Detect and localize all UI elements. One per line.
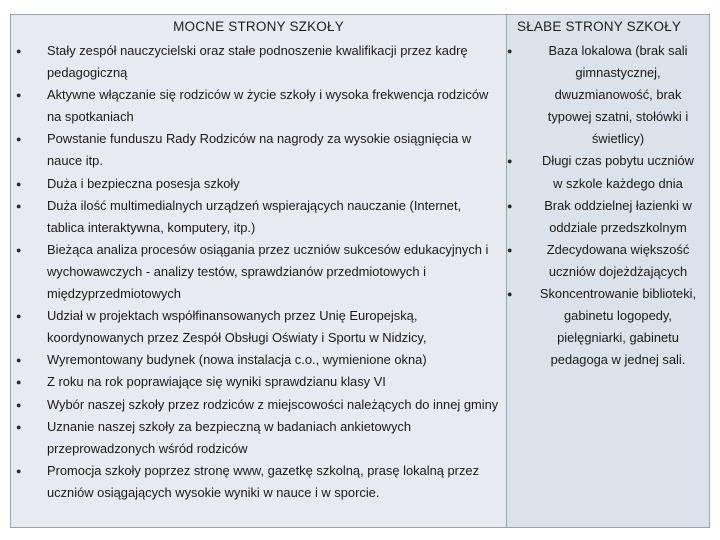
list-item [507,283,709,371]
list-item-text: Długi czas pobytu uczniów w szkole każdego dnia [542,153,694,191]
list-item [11,460,507,504]
strengths-column [11,15,507,527]
bullet-icon: ● [507,200,513,211]
list-item-text: Skoncentrowanie biblioteki, gabinetu logopedy, pielęgniarki, gabinetu pedagoga w jednej sali. [539,286,697,368]
bullet-icon: ● [16,311,22,322]
list-item-text: Wybór naszej szkoły przez rodziców z miejscowości należących do innej gminy [47,396,499,412]
list-item-text: Promocja szkoły poprzez stronę www, gazetkę szkolną, prasę lokalną przez uczniów osiągających wysokie wyniki w nauce i w sporcie. [47,462,480,500]
list-item-text: Bieżąca analiza procesów osiągania przez uczniów sukcesów edukacyjnych i wychowawczych - analizy testów, sprawdzianów przedmiotowych i międzyprzedmiotowych [47,241,489,302]
bullet-icon: ● [16,90,22,101]
bullet-icon: ● [507,289,513,300]
bullet-icon: ● [16,200,22,211]
list-item [11,239,507,305]
bullet-icon: ● [16,244,22,255]
list-item-text: Uznanie naszej szkoły za bezpieczną w badaniach ankietowych przeprowadzonych wśród rodziców [47,418,412,456]
list-item [507,239,709,283]
list-item-text: Wyremontowany budynek (nowa instalacja c.o., wymienione okna) [47,352,427,368]
list-item-text: Zdecydowana większość uczniów dojeżdżających [546,241,690,279]
list-item-text: Duża ilość multimedialnych urządzeń wspierających nauczanie (Internet, tablica interaktywna, komputery, itp.) [47,197,462,235]
bullet-icon: ● [16,178,22,189]
list-item [11,305,507,349]
list-item [11,40,507,84]
strengths-list [11,40,507,504]
list-item-text: Aktywne włączanie się rodziców w życie szkoły i wysoka frekwencja rodziców na spotkaniach [47,87,489,125]
weaknesses-list [507,40,709,371]
list-item [507,150,709,194]
list-item-text: Udział w projektach współfinansowanych przez Unię Europejską, koordynowanych przez Zespół Obsługi Oświaty i Sportu w Nidzicy, [47,308,427,346]
list-item [11,195,507,239]
list-item [11,349,507,371]
list-item [11,371,507,393]
weaknesses-title: SŁABE STRONY SZKOŁY [517,19,682,34]
list-item-text: Stały zespół nauczycielski oraz stałe podnoszenie kwalifikacji przez kadrę pedagogiczną [47,43,468,81]
bullet-icon: ● [16,399,22,410]
list-item-text: Powstanie funduszu Rady Rodziców na nagrody za wysokie osiągnięcia w nauce itp. [47,131,472,169]
list-item [507,195,709,239]
bullet-icon: ● [16,46,22,56]
list-item-text: Duża i bezpieczna posesja szkoły [47,175,240,191]
strengths-title: MOCNE STRONY SZKOŁY [173,19,344,34]
weaknesses-column [507,15,709,527]
list-item [11,128,507,172]
list-item [11,173,507,195]
bullet-icon: ● [16,134,22,145]
bullet-icon: ● [16,377,22,388]
list-item-text: Brak oddzielnej łazienki w oddziale przedszkolnym [544,197,692,235]
list-item [11,394,507,416]
list-item [11,84,507,128]
bullet-icon: ● [16,421,22,432]
list-item-text: Z roku na rok poprawiające się wyniki sprawdzianu klasy VI [47,374,386,390]
bullet-icon: ● [507,46,513,56]
bullet-icon: ● [16,465,22,476]
bullet-icon: ● [507,244,513,255]
bullet-icon: ● [507,156,513,167]
list-item-text: Baza lokalowa (brak sali gimnastycznej, dwuzmianowość, brak typowej szatni, stołówki i świetlicy) [547,43,689,147]
list-item [507,40,709,150]
swot-table [10,14,710,528]
list-item [11,416,507,460]
bullet-icon: ● [16,355,22,366]
